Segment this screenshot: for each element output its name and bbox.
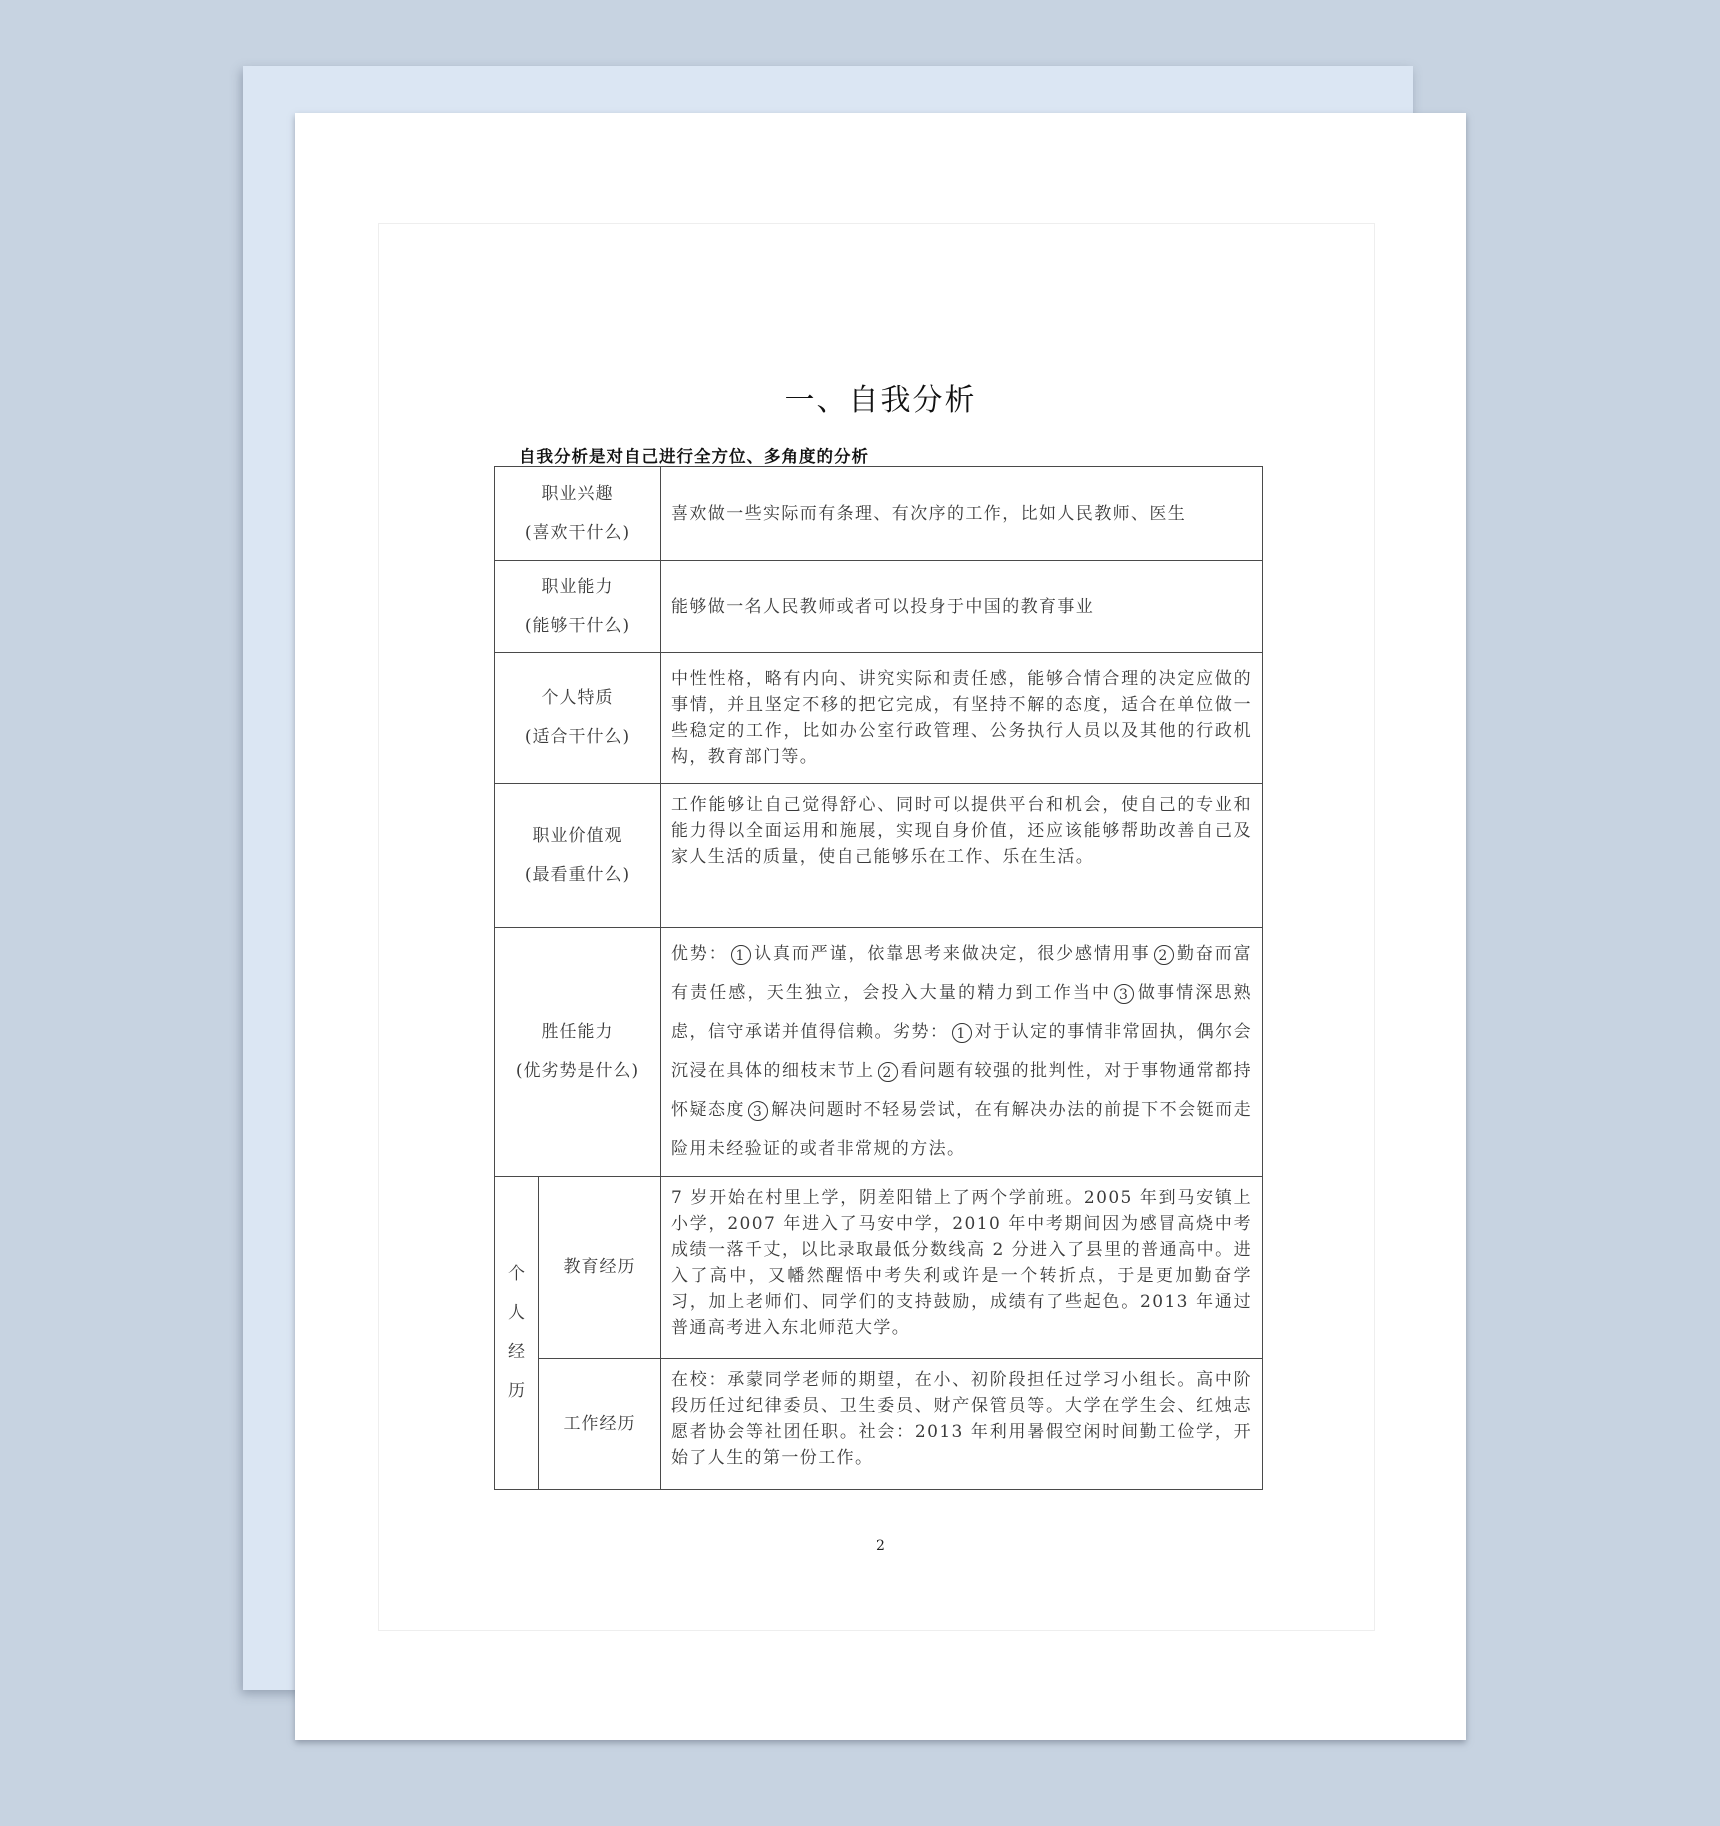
strengths-label: 优势： [671,944,728,964]
label-sub: (最看重什么) [524,864,631,885]
circled-number-icon: 1 [731,945,751,965]
document-page [295,113,1466,1740]
label-main: 职业兴趣 [541,483,614,504]
group-label-char: 人 [508,1303,525,1323]
label-main: 职业能力 [541,576,614,597]
table-row-education-history [495,1177,1263,1359]
table-row-career-values [495,784,1263,928]
personal-history-group-label [495,1177,539,1490]
label-sub: (喜欢干什么) [524,522,631,543]
group-label-char: 个 [508,1264,525,1284]
page-subtitle: 自我分析是对自己进行全方位、多角度的分析 [519,447,869,466]
row-content: 中性性格，略有内向、讲究实际和责任感，能够合情合理的决定应做的事情，并且坚定不移的把它完成，有坚持不解的态度，适合在单位做一些稳定的工作，比如办公室行政管理、公务执行人员以及其他的行政机构，教育部门等。 [661,653,1263,784]
text-segment: 做事情深思熟虑，信守承诺并值得信赖。劣势： [671,983,1252,1042]
work-content: 在校：承蒙同学老师的期望，在小、初阶段担任过学习小组长。高中阶段历任过纪律委员、卫生委员、财产保管员等。大学在学生会、红烛志愿者协会等社团任职。社会：2013 年利用暑假空闲时间勤工俭学，开始了人生的第一份工作。 [661,1359,1263,1490]
group-label-char: 历 [508,1381,525,1401]
label-sub: (优劣势是什么) [515,1061,640,1081]
group-label-char: 经 [508,1342,525,1362]
text-segment: 勤奋而富有责任感，天生独立，会投入大量的精力到工作当中 [671,944,1253,1003]
label-sub: (适合干什么) [524,727,631,747]
circled-number-icon: 3 [1114,984,1134,1004]
self-analysis-table [494,466,1263,1490]
label-main: 职业价值观 [532,825,623,846]
label-sub: (能够干什么) [524,615,631,636]
table-row-work-history [495,1359,1263,1490]
education-label: 教育经历 [539,1177,661,1359]
circled-number-icon: 1 [952,1023,972,1043]
row-label [495,928,661,1177]
circled-number-icon: 2 [878,1062,898,1082]
work-label: 工作经历 [539,1359,661,1490]
row-label [495,467,661,561]
table-row-competency [495,928,1263,1177]
table-row-career-ability [495,561,1263,653]
circled-number-icon: 3 [748,1101,768,1121]
row-content: 喜欢做一些实际而有条理、有次序的工作，比如人民教师、医生 [661,467,1263,561]
text-segment: 认真而严谨，依靠思考来做决定，很少感情用事 [753,944,1151,964]
row-content [661,928,1263,1177]
page-title: 一、自我分析 [784,383,977,418]
label-main: 个人特质 [541,688,614,708]
table-row-personal-traits [495,653,1263,784]
text-segment: 解决问题时不轻易尝试，在有解决办法的前提下不会铤而走险用未经验证的或者非常规的方法。 [671,1100,1252,1159]
row-label [495,784,661,928]
row-label [495,561,661,653]
education-content: 7 岁开始在村里上学，阴差阳错上了两个学前班。2005 年到马安镇上小学，2007 年进入了马安中学，2010 年中考期间因为感冒高烧中考成绩一落千丈，以比录取最低分数线高 2 分进入了县里的普通高中。进入了高中，又幡然醒悟中考失利或许是一个转折点，于是更加勤奋学习，加上老师们、同学们的支持鼓励，成绩有了些起色。2013 年通过普通高考进入东北师范大学。 [661,1177,1263,1359]
row-content: 能够做一名人民教师或者可以投身于中国的教育事业 [661,561,1263,653]
label-main: 胜任能力 [541,1022,614,1042]
row-label [495,653,661,784]
row-content: 工作能够让自己觉得舒心、同时可以提供平台和机会，使自己的专业和能力得以全面运用和施展，实现自身价值，还应该能够帮助改善自己及家人生活的质量，使自己能够乐在工作、乐在生活。 [661,784,1263,928]
page-number: 2 [876,1538,885,1554]
table-row-career-interest [495,467,1263,561]
circled-number-icon: 2 [1154,945,1174,965]
text-segment: 看问题有较强的批判性，对于事物通常都持怀疑态度 [671,1061,1252,1120]
text-segment: 对于认定的事情非常固执，偶尔会沉浸在具体的细枝末节上 [671,1022,1252,1081]
